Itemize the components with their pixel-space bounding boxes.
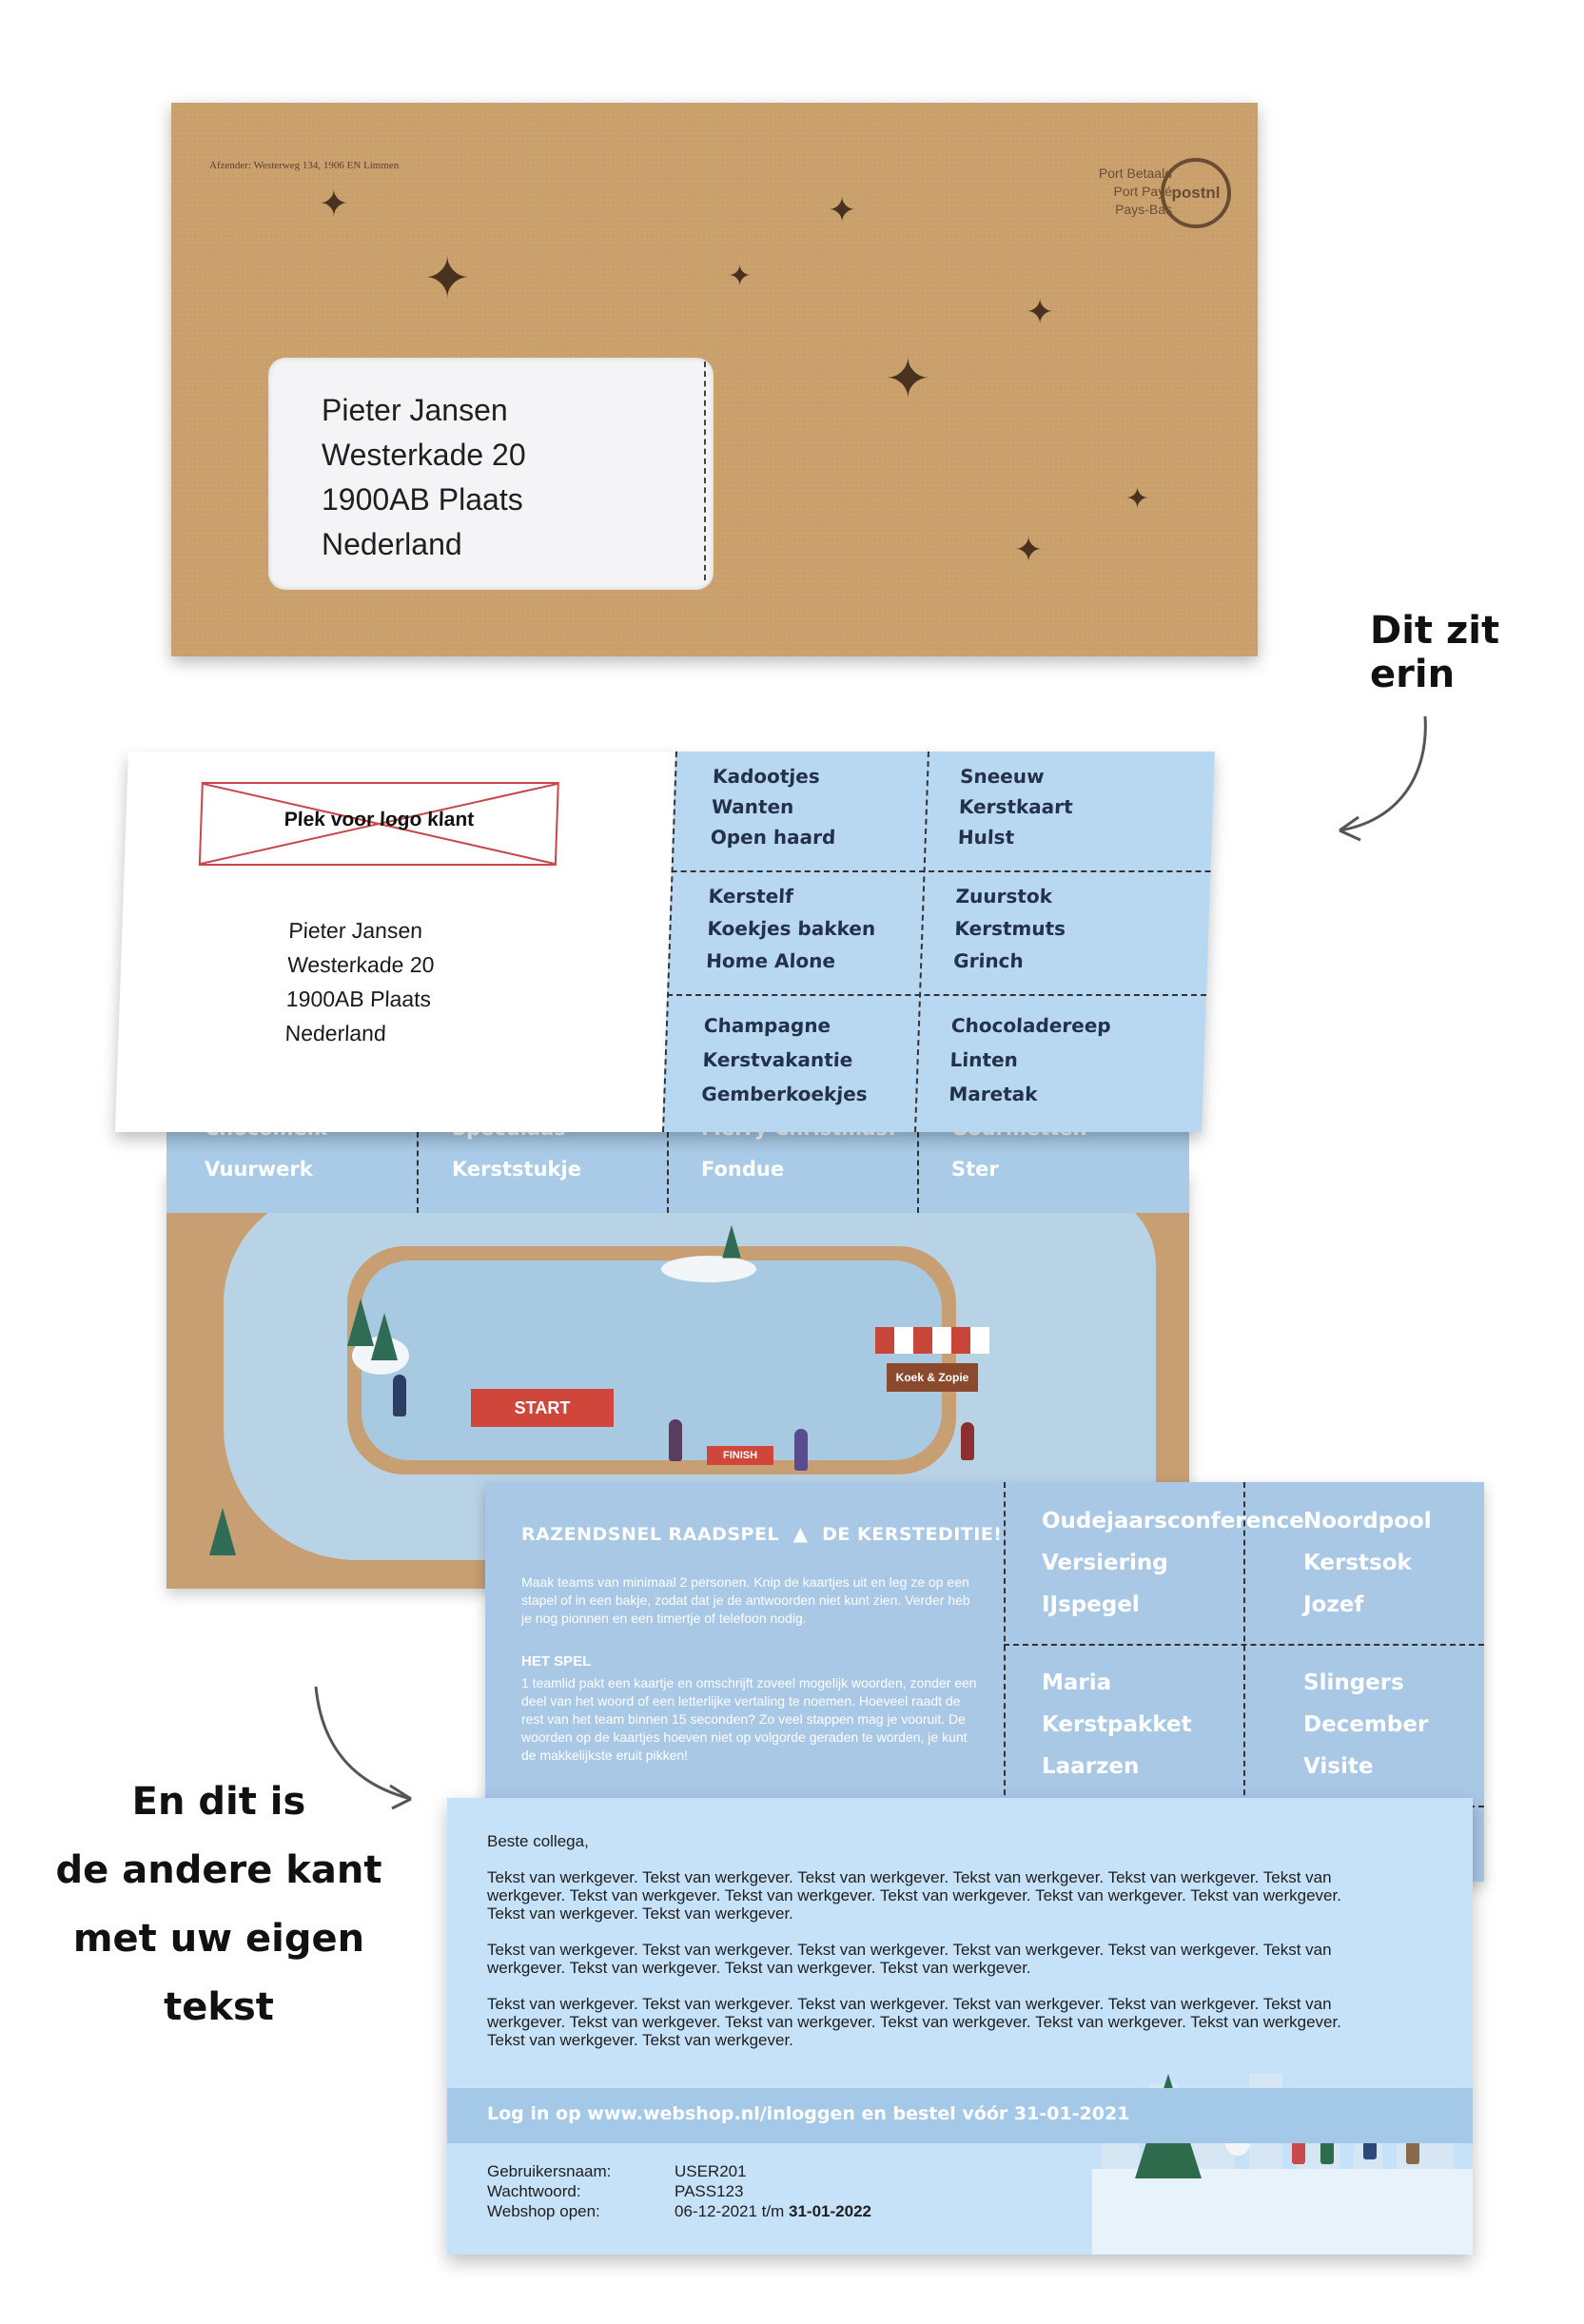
- star-icon: ✦: [1014, 530, 1044, 569]
- star-icon: ✦: [319, 185, 349, 225]
- word: Visite: [1303, 1754, 1374, 1779]
- stall-roof: [875, 1327, 989, 1354]
- credential-label: Wachtwoord:: [487, 2182, 581, 2200]
- strip-word: Kerststukje: [452, 1158, 581, 1181]
- word: Kerstvakantie: [702, 1048, 853, 1071]
- tree-icon: [371, 1313, 398, 1360]
- winter-illustration: [1092, 2036, 1473, 2255]
- word: Kerstelf: [708, 885, 794, 908]
- label-line: met uw eigen tekst: [72, 1917, 365, 2029]
- login-credentials: [487, 2161, 871, 2221]
- strip-word: Fondue: [701, 1158, 785, 1181]
- address-line: Nederland: [322, 527, 462, 561]
- start-banner: START: [471, 1389, 614, 1427]
- grid-divider: [672, 870, 1211, 872]
- tree-icon: [209, 1508, 236, 1555]
- envelope: [171, 103, 1258, 656]
- word: Maretak: [948, 1083, 1039, 1105]
- rules-text: 1 teamlid pakt een kaartje en omschrijft zoveel mogelijk woorden, zonder een deel van het woord of een letterlijke vertaling te noemen. Hoeveel raadt de rest van het team binnen 15 seconden? Zo veel stappen mag je vooruit. De woorden op de kaartjes hoeven niet op volgorde geraden te worden, je kunt de makkelijkste eruit pikken!: [521, 1675, 977, 1763]
- star-icon: ✦: [885, 348, 931, 410]
- postnl-logo: postnl: [1161, 158, 1231, 228]
- logo-placeholder: [199, 782, 559, 866]
- credential-row: [487, 2201, 871, 2221]
- word-grid: [662, 752, 1215, 1132]
- word: Linten: [949, 1048, 1019, 1071]
- address-panel: [115, 752, 675, 1132]
- word: Hulst: [957, 826, 1015, 849]
- address-line: Westerkade 20: [322, 438, 526, 472]
- label-line: de andere kant: [55, 1848, 382, 1892]
- cta-bar: [447, 2088, 1473, 2143]
- word: Kadootjes: [712, 765, 821, 788]
- letter-paragraph: Tekst van werkgever. Tekst van werkgever. Tekst van werkgever. Tekst van werkgever. Tekst van werkgever. Tekst van werkgever. Tekst van werkgever. Tekst van werkgever. Tekst van werkgever. Tekst van werkgever. Tekst van werkgever. Tekst van werkgever. Tekst van werkgever.: [487, 1995, 1341, 2049]
- greeting: Beste collega,: [487, 1832, 589, 1850]
- address-line: 1900AB Plaats: [285, 986, 432, 1011]
- letter-paragraph: Tekst van werkgever. Tekst van werkgever. Tekst van werkgever. Tekst van werkgever. Tekst van werkgever. Tekst van werkgever. Tekst van werkgever. Tekst van werkgever. Tekst van werkgever. Tekst van werkgever. Tekst van werkgever. Tekst van werkgever. Tekst van werkgever.: [487, 1868, 1341, 1923]
- game-title: [521, 1522, 1002, 1545]
- logo-placeholder-label: Plek voor logo klant: [284, 809, 475, 830]
- address-line: Westerkade 20: [286, 952, 435, 977]
- word: Kerstkaart: [958, 795, 1074, 818]
- word: Oudejaarsconference: [1042, 1509, 1304, 1533]
- word: Open haard: [710, 826, 836, 849]
- star-icon: ✦: [828, 190, 857, 229]
- rules-heading: HET SPEL: [521, 1653, 592, 1670]
- credential-row: [487, 2161, 871, 2181]
- tree-icon: [347, 1299, 374, 1346]
- star-icon: ✦: [728, 261, 753, 292]
- word: Chocoladereep: [950, 1014, 1112, 1037]
- address-line: Pieter Jansen: [322, 393, 508, 427]
- webshop-cta: Log in op www.webshop.nl/inloggen en bestel vóór 31-01-2021: [487, 2103, 1130, 2124]
- word: Laarzen: [1042, 1754, 1140, 1779]
- tree-icon: ▲: [786, 1522, 815, 1545]
- star-icon: ✦: [1026, 292, 1055, 331]
- card-address: [284, 913, 436, 1050]
- open-until: 31-01-2022: [789, 2202, 871, 2220]
- word: Zuurstok: [955, 885, 1053, 908]
- arrow-icon: [1322, 709, 1446, 851]
- star-icon: ✦: [423, 246, 472, 310]
- word: Sneeuw: [959, 765, 1045, 788]
- word: December: [1303, 1712, 1429, 1737]
- address-line: Pieter Jansen: [287, 918, 423, 943]
- address-line: 1900AB Plaats: [322, 482, 523, 517]
- arrow-icon: [304, 1679, 419, 1812]
- employer-letter: [447, 1798, 1473, 2255]
- grid-divider: [914, 752, 929, 1132]
- word: Versiering: [1042, 1551, 1168, 1575]
- sender-line: Afzender: Westerweg 134, 1906 EN Limmen: [209, 160, 400, 171]
- credential-value: [675, 2201, 871, 2221]
- word: Jozef: [1303, 1592, 1364, 1617]
- word: Grinch: [952, 949, 1025, 972]
- word: Gemberkoekjes: [700, 1083, 869, 1105]
- word: Kerstpakket: [1042, 1712, 1192, 1737]
- skater-figure: [393, 1375, 406, 1416]
- tree-icon: [722, 1225, 741, 1259]
- strip-word: Vuurwerk: [205, 1158, 313, 1181]
- strip-word: Ster: [951, 1158, 999, 1181]
- word: Champagne: [703, 1014, 831, 1037]
- ice-floor: [1092, 2169, 1473, 2255]
- grid-divider: [1004, 1644, 1484, 1646]
- snow-pile: [661, 1256, 756, 1282]
- letter-body: [487, 1832, 1362, 2067]
- letter-paragraph: Tekst van werkgever. Tekst van werkgever. Tekst van werkgever. Tekst van werkgever. Tekst van werkgever. Tekst van werkgever. Tekst van werkgever. Tekst van werkgever. Tekst van werkgever.: [487, 1941, 1332, 1977]
- intro-text: Maak teams van minimaal 2 personen. Knip de kaartjes uit en leg ze op een stapel of in een bakje, zodat dat je de antwoorden niet kunt zien. Verder heb je nog pionnen en een timertje of telefoon nodig.: [521, 1574, 970, 1626]
- envelope-address: [322, 388, 526, 567]
- credential-label: Gebruikersnaam:: [487, 2162, 612, 2180]
- word: Kerstsok: [1303, 1551, 1412, 1575]
- word: Home Alone: [705, 949, 836, 972]
- word: Noordpool: [1303, 1509, 1432, 1533]
- koek-en-zopie-stall: [875, 1327, 989, 1413]
- stall-sign: Koek & Zopie: [887, 1363, 978, 1392]
- postage-line: Port Payé: [1113, 184, 1172, 199]
- credential-label: Webshop open:: [487, 2202, 600, 2220]
- skater-figure: [669, 1419, 682, 1461]
- ice-rink: [362, 1260, 942, 1460]
- address-window: [268, 358, 714, 590]
- title-part: RAZENDSNEL RAADSPEL: [521, 1524, 780, 1545]
- word: Kerstmuts: [954, 917, 1066, 940]
- word: Maria: [1042, 1670, 1112, 1695]
- fold-line: [704, 361, 706, 580]
- skater-figure: [794, 1429, 808, 1471]
- postage-line: Pays-Bas: [1115, 202, 1172, 217]
- label-inside: Dit zit erin: [1370, 609, 1500, 696]
- word: Slingers: [1303, 1670, 1404, 1695]
- word: Koekjes bakken: [707, 917, 876, 940]
- open-from: 06-12-2021 t/m: [675, 2202, 790, 2220]
- title-part: DE KERSTEDITIE!: [822, 1524, 1003, 1545]
- credential-value: USER201: [675, 2162, 747, 2180]
- postage-line: Port Betaald: [1098, 166, 1172, 181]
- label-line: En dit is: [131, 1780, 306, 1824]
- credential-row: [487, 2181, 871, 2201]
- word: Wanten: [711, 795, 794, 818]
- grid-divider: [667, 994, 1206, 996]
- address-card: [115, 752, 1215, 1132]
- credential-value: PASS123: [675, 2182, 744, 2200]
- finish-banner: FINISH: [707, 1446, 773, 1465]
- word: IJspegel: [1042, 1592, 1140, 1617]
- star-icon: ✦: [1125, 483, 1150, 515]
- address-line: Nederland: [284, 1021, 387, 1045]
- bench-figure: [961, 1422, 974, 1460]
